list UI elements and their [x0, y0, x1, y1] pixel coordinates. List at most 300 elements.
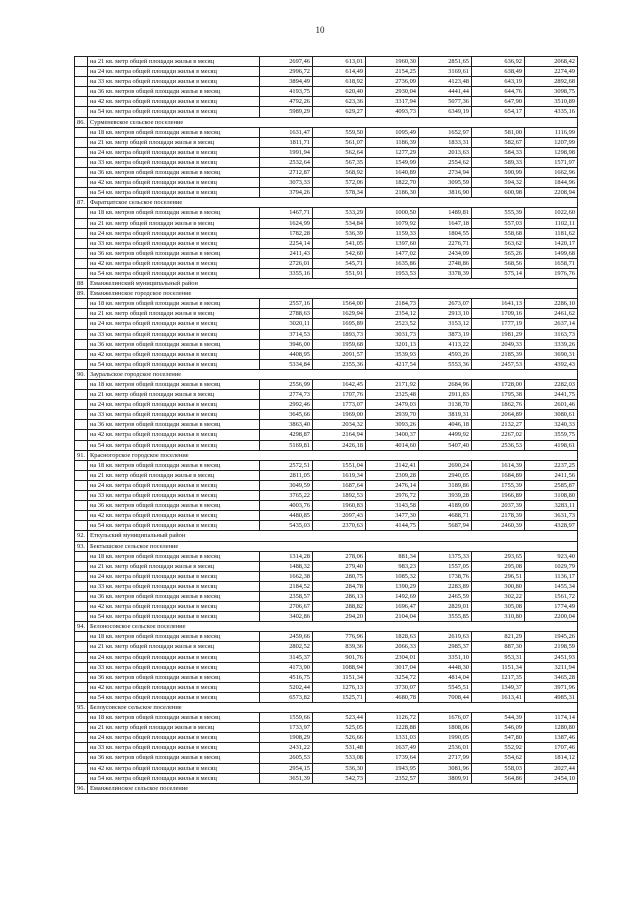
value-cell: 2892,68: [525, 77, 578, 87]
row-number: [75, 753, 88, 763]
value-cell: 3098,75: [525, 87, 578, 97]
value-cell: 2619,63: [419, 632, 472, 642]
row-label: на 54 кв. метра общей площади жилья в месяц: [88, 773, 260, 783]
value-cell: 1102,11: [525, 218, 578, 228]
value-cell: 562,64: [313, 147, 366, 157]
value-cell: 2930,04: [366, 87, 419, 97]
value-cell: 2851,65: [419, 57, 472, 67]
row-label: на 18 кв. метров общей площади жилья в месяц: [88, 551, 260, 561]
section-row: [75, 369, 578, 379]
section-row: [75, 783, 578, 793]
row-number: [75, 228, 88, 238]
table-row: [75, 521, 578, 531]
row-label: на 18 кв. метров общей площади жилья в месяц: [88, 632, 260, 642]
value-cell: 1684,89: [472, 470, 525, 480]
value-cell: 1782,28: [260, 228, 313, 238]
row-number: 92.: [75, 531, 88, 541]
row-number: [75, 137, 88, 147]
row-number: [75, 511, 88, 521]
value-cell: 2013,63: [419, 147, 472, 157]
row-label: на 33 кв. метра общей площади жилья в месяц: [88, 491, 260, 501]
value-cell: 2734,94: [419, 168, 472, 178]
value-cell: 2712,87: [260, 168, 313, 178]
value-cell: 2352,57: [366, 773, 419, 783]
row-number: [75, 400, 88, 410]
row-number: 90.: [75, 369, 88, 379]
value-cell: 638,49: [472, 67, 525, 77]
section-row: [75, 450, 578, 460]
value-cell: 4328,97: [525, 521, 578, 531]
value-cell: 2064,89: [472, 410, 525, 420]
value-cell: 551,91: [313, 268, 366, 278]
value-cell: 3169,61: [419, 67, 472, 77]
value-cell: 565,26: [472, 248, 525, 258]
value-cell: 3477,30: [366, 511, 419, 521]
table-row: [75, 188, 578, 198]
row-number: [75, 491, 88, 501]
value-cell: 3555,85: [419, 612, 472, 622]
row-number: [75, 551, 88, 561]
value-cell: 288,82: [313, 602, 366, 612]
value-cell: 575,14: [472, 268, 525, 278]
row-number: [75, 642, 88, 652]
value-cell: 2554,62: [419, 157, 472, 167]
value-cell: 2358,57: [260, 591, 313, 601]
value-cell: 3539,93: [366, 349, 419, 359]
value-cell: 613,01: [313, 57, 366, 67]
table-row: [75, 349, 578, 359]
value-cell: 1733,97: [260, 723, 313, 733]
value-cell: 881,34: [366, 551, 419, 561]
value-cell: 2142,41: [366, 460, 419, 470]
value-cell: 3317,94: [366, 97, 419, 107]
section-row: [75, 279, 578, 289]
value-cell: 4014,60: [366, 440, 419, 450]
table-row: [75, 743, 578, 753]
value-cell: 2572,51: [260, 460, 313, 470]
row-label: на 33 кв. метра общей площади жилья в месяц: [88, 743, 260, 753]
value-cell: 279,40: [313, 561, 366, 571]
row-label: на 33 кв. метра общей площади жилья в месяц: [88, 157, 260, 167]
value-cell: 2274,49: [525, 67, 578, 77]
row-number: 86.: [75, 117, 88, 127]
row-number: [75, 349, 88, 359]
value-cell: 600,98: [472, 188, 525, 198]
value-cell: 2532,64: [260, 157, 313, 167]
value-cell: 1969,00: [313, 410, 366, 420]
value-cell: 1739,64: [366, 753, 419, 763]
value-cell: 1755,39: [472, 480, 525, 490]
value-cell: 2557,16: [260, 299, 313, 309]
value-cell: 1624,99: [260, 218, 313, 228]
value-cell: 1613,41: [472, 692, 525, 702]
value-cell: 2097,43: [313, 511, 366, 521]
value-cell: 2282,03: [525, 380, 578, 390]
row-number: [75, 107, 88, 117]
value-cell: 4144,75: [366, 521, 419, 531]
value-cell: 3946,00: [260, 339, 313, 349]
row-label: на 54 кв. метра общей площади жилья в месяц: [88, 188, 260, 198]
row-label: на 18 кв. метров общей площади жилья в месяц: [88, 208, 260, 218]
table-row: [75, 551, 578, 561]
row-number: [75, 773, 88, 783]
value-cell: 1467,71: [260, 208, 313, 218]
value-cell: 1687,64: [313, 480, 366, 490]
value-cell: 1662,96: [525, 168, 578, 178]
table-row: [75, 470, 578, 480]
table-row: [75, 218, 578, 228]
row-number: [75, 339, 88, 349]
row-label: на 33 кв. метра общей площади жилья в месяц: [88, 410, 260, 420]
value-cell: 2237,25: [525, 460, 578, 470]
value-cell: 558,68: [472, 228, 525, 238]
value-cell: 293,65: [472, 551, 525, 561]
value-cell: 1822,70: [366, 178, 419, 188]
row-number: [75, 521, 88, 531]
value-cell: 1551,04: [313, 460, 366, 470]
section-title: Еманжелинское городское поселение: [88, 289, 578, 299]
value-cell: 2304,01: [366, 652, 419, 662]
row-label: на 18 кв. метров общей площади жилья в месяц: [88, 380, 260, 390]
section-title: Зауральское городское поселение: [88, 369, 578, 379]
value-cell: 2536,53: [472, 440, 525, 450]
table-row: [75, 773, 578, 783]
value-cell: 2690,24: [419, 460, 472, 470]
table-row: [75, 228, 578, 238]
row-number: [75, 319, 88, 329]
value-cell: 296,51: [472, 571, 525, 581]
value-cell: 536,39: [313, 228, 366, 238]
value-cell: 568,92: [313, 168, 366, 178]
value-cell: 1207,99: [525, 137, 578, 147]
value-cell: 2164,94: [313, 430, 366, 440]
value-cell: 4792,26: [260, 97, 313, 107]
value-cell: 3510,89: [525, 97, 578, 107]
value-cell: 1945,26: [525, 632, 578, 642]
value-cell: 1960,30: [366, 57, 419, 67]
row-number: [75, 359, 88, 369]
value-cell: 2411,43: [260, 248, 313, 258]
row-number: [75, 178, 88, 188]
row-label: на 33 кв. метра общей площади жилья в месяц: [88, 329, 260, 339]
row-number: [75, 652, 88, 662]
row-number: [75, 561, 88, 571]
value-cell: 2254,14: [260, 238, 313, 248]
value-cell: 294,20: [313, 612, 366, 622]
section-row: [75, 289, 578, 299]
table-row: [75, 571, 578, 581]
value-cell: 839,36: [313, 642, 366, 652]
value-cell: 1991,94: [260, 147, 313, 157]
value-cell: 1079,92: [366, 218, 419, 228]
value-cell: 286,13: [313, 591, 366, 601]
row-label: на 36 кв. метров общей площади жилья в месяц: [88, 248, 260, 258]
value-cell: 3093,26: [366, 420, 419, 430]
table-row: [75, 662, 578, 672]
value-cell: 1387,46: [525, 733, 578, 743]
value-cell: 1828,63: [366, 632, 419, 642]
value-cell: 1652,97: [419, 127, 472, 137]
value-cell: 3081,96: [419, 763, 472, 773]
row-label: на 24 кв. метра общей площади жилья в месяц: [88, 652, 260, 662]
row-number: [75, 723, 88, 733]
value-cell: 1557,05: [419, 561, 472, 571]
row-label: на 54 кв. метра общей площади жилья в месяц: [88, 612, 260, 622]
value-cell: 1893,73: [313, 329, 366, 339]
value-cell: 3816,90: [419, 188, 472, 198]
value-cell: 541,05: [313, 238, 366, 248]
value-cell: 1631,47: [260, 127, 313, 137]
section-title: Белоносовское сельское поселение: [88, 622, 578, 632]
value-cell: 1804,55: [419, 228, 472, 238]
value-cell: 531,48: [313, 743, 366, 753]
value-cell: 1561,72: [525, 591, 578, 601]
value-cell: 2706,67: [260, 602, 313, 612]
value-cell: 2091,57: [313, 349, 366, 359]
page-number: 10: [315, 25, 325, 35]
value-cell: 2171,92: [366, 380, 419, 390]
value-cell: 526,66: [313, 733, 366, 743]
row-number: [75, 581, 88, 591]
value-cell: 564,86: [472, 773, 525, 783]
value-cell: 4688,71: [419, 511, 472, 521]
value-cell: 2354,12: [366, 309, 419, 319]
value-cell: 2200,04: [525, 612, 578, 622]
row-number: [75, 268, 88, 278]
row-number: [75, 763, 88, 773]
table-row: [75, 248, 578, 258]
value-cell: 4198,61: [525, 440, 578, 450]
value-cell: 2441,75: [525, 390, 578, 400]
row-number: [75, 77, 88, 87]
row-number: [75, 410, 88, 420]
row-label: на 36 кв. метров общей площади жилья в месяц: [88, 420, 260, 430]
value-cell: 1088,94: [313, 662, 366, 672]
value-cell: 554,62: [472, 753, 525, 763]
value-cell: 776,96: [313, 632, 366, 642]
value-cell: 3794,26: [260, 188, 313, 198]
table-row: [75, 672, 578, 682]
value-cell: 2605,53: [260, 753, 313, 763]
value-cell: 1811,71: [260, 137, 313, 147]
value-cell: 1455,34: [525, 581, 578, 591]
value-cell: 3355,16: [260, 268, 313, 278]
value-cell: 2068,42: [525, 57, 578, 67]
value-cell: 2283,89: [419, 581, 472, 591]
value-cell: 557,03: [472, 218, 525, 228]
value-cell: 567,35: [313, 157, 366, 167]
value-cell: 1658,71: [525, 258, 578, 268]
value-cell: 3939,28: [419, 491, 472, 501]
value-cell: 3894,49: [260, 77, 313, 87]
table-row: [75, 632, 578, 642]
value-cell: 4985,31: [525, 692, 578, 702]
table-row: [75, 460, 578, 470]
value-cell: 302,22: [472, 591, 525, 601]
value-cell: 1228,88: [366, 723, 419, 733]
value-cell: 1559,66: [260, 713, 313, 723]
table-row: [75, 339, 578, 349]
value-cell: 1022,60: [525, 208, 578, 218]
value-cell: 284,78: [313, 581, 366, 591]
row-label: на 42 кв. метра общей площади жилья в месяц: [88, 349, 260, 359]
row-label: на 21 кв. метр общей площади жилья в месяц: [88, 309, 260, 319]
value-cell: 590,99: [472, 168, 525, 178]
value-cell: 545,71: [313, 258, 366, 268]
value-cell: 5435,03: [260, 521, 313, 531]
value-cell: 2774,73: [260, 390, 313, 400]
value-cell: 3631,73: [525, 511, 578, 521]
value-cell: 1959,68: [313, 339, 366, 349]
value-cell: 3863,40: [260, 420, 313, 430]
value-cell: 5553,36: [419, 359, 472, 369]
row-label: на 42 кв. метра общей площади жилья в месяц: [88, 430, 260, 440]
value-cell: 4516,75: [260, 672, 313, 682]
row-number: [75, 612, 88, 622]
value-cell: 618,92: [313, 77, 366, 87]
value-cell: 1707,76: [313, 390, 366, 400]
row-number: [75, 501, 88, 511]
value-cell: 3080,61: [525, 410, 578, 420]
row-number: [75, 238, 88, 248]
row-number: [75, 309, 88, 319]
table-row: [75, 137, 578, 147]
value-cell: 2697,46: [260, 57, 313, 67]
value-cell: 2267,02: [472, 430, 525, 440]
row-label: на 18 кв. метров общей площади жилья в месяц: [88, 299, 260, 309]
section-title: Фаратцатское сельское поселение: [88, 198, 578, 208]
value-cell: 4441,44: [419, 87, 472, 97]
value-cell: 1174,14: [525, 713, 578, 723]
value-cell: 2457,53: [472, 359, 525, 369]
value-cell: 2325,48: [366, 390, 419, 400]
value-cell: 1707,46: [525, 743, 578, 753]
row-label: на 54 кв. метра общей площади жилья в месяц: [88, 359, 260, 369]
value-cell: 1029,79: [525, 561, 578, 571]
row-label: на 24 кв. метра общей площади жилья в месяц: [88, 228, 260, 238]
value-cell: 1953,53: [366, 268, 419, 278]
row-number: 95.: [75, 703, 88, 713]
table-row: [75, 612, 578, 622]
table-row: [75, 127, 578, 137]
row-label: на 36 кв. метров общей площади жилья в месяц: [88, 753, 260, 763]
value-cell: 555,39: [472, 208, 525, 218]
table-row: [75, 511, 578, 521]
value-cell: 1549,99: [366, 157, 419, 167]
value-cell: 3153,12: [419, 319, 472, 329]
value-cell: 1331,03: [366, 733, 419, 743]
section-row: [75, 541, 578, 551]
value-cell: 4113,22: [419, 339, 472, 349]
value-cell: 2465,59: [419, 591, 472, 601]
value-cell: 1892,53: [313, 491, 366, 501]
value-cell: 2451,93: [525, 652, 578, 662]
value-cell: 2637,14: [525, 319, 578, 329]
value-cell: 1085,32: [366, 571, 419, 581]
table-row: [75, 733, 578, 743]
value-cell: 1564,00: [313, 299, 366, 309]
row-number: [75, 329, 88, 339]
row-label: на 21 кв. метр общей площади жилья в месяц: [88, 137, 260, 147]
row-number: [75, 713, 88, 723]
value-cell: 3254,72: [366, 672, 419, 682]
table-row: [75, 87, 578, 97]
row-label: на 21 кв. метр общей площади жилья в месяц: [88, 218, 260, 228]
value-cell: 2027,44: [525, 763, 578, 773]
value-cell: 4408,95: [260, 349, 313, 359]
value-cell: 2066,33: [366, 642, 419, 652]
value-cell: 2684,96: [419, 380, 472, 390]
row-number: [75, 248, 88, 258]
value-cell: 644,76: [472, 87, 525, 97]
row-label: на 18 кв. метров общей площади жилья в месяц: [88, 713, 260, 723]
value-cell: 1477,02: [366, 248, 419, 258]
section-row: [75, 531, 578, 541]
value-cell: 533,29: [313, 208, 366, 218]
value-cell: 547,80: [472, 733, 525, 743]
row-label: на 36 кв. метров общей площади жилья в месяц: [88, 672, 260, 682]
row-label: на 54 кв. метра общей площади жилья в месяц: [88, 268, 260, 278]
value-cell: 7008,44: [419, 692, 472, 702]
value-cell: 1151,34: [472, 662, 525, 672]
value-cell: 2748,86: [419, 258, 472, 268]
value-cell: 2461,62: [525, 309, 578, 319]
value-cell: 2434,09: [419, 248, 472, 258]
value-cell: 3283,11: [525, 501, 578, 511]
value-cell: 1976,76: [525, 268, 578, 278]
value-cell: 4173,90: [260, 662, 313, 672]
value-cell: 589,33: [472, 157, 525, 167]
value-cell: 561,07: [313, 137, 366, 147]
section-row: [75, 703, 578, 713]
value-cell: 1637,49: [366, 743, 419, 753]
value-cell: 2426,18: [313, 440, 366, 450]
value-cell: 1696,47: [366, 602, 419, 612]
table-row: [75, 178, 578, 188]
value-cell: 901,76: [313, 652, 366, 662]
row-number: [75, 380, 88, 390]
row-label: на 21 кв. метр общей площади жилья в месяц: [88, 470, 260, 480]
value-cell: 4189,09: [419, 501, 472, 511]
row-number: [75, 188, 88, 198]
value-cell: 2154,25: [366, 67, 419, 77]
value-cell: 578,34: [313, 188, 366, 198]
value-cell: 4593,26: [419, 349, 472, 359]
value-cell: 2985,37: [419, 642, 472, 652]
value-cell: 1280,80: [525, 723, 578, 733]
row-label: на 33 кв. метра общей площади жилья в месяц: [88, 77, 260, 87]
row-label: на 18 кв. метров общей площади жилья в месяц: [88, 127, 260, 137]
table-row: [75, 723, 578, 733]
value-cell: 1676,07: [419, 713, 472, 723]
table-row: [75, 319, 578, 329]
table-row: [75, 329, 578, 339]
value-cell: 2198,59: [525, 642, 578, 652]
table-body: [75, 57, 578, 794]
table-row: [75, 299, 578, 309]
value-cell: 4499,92: [419, 430, 472, 440]
value-cell: 3017,04: [366, 662, 419, 672]
value-cell: 3095,59: [419, 178, 472, 188]
row-number: [75, 571, 88, 581]
table-row: [75, 309, 578, 319]
value-cell: 5989,29: [260, 107, 313, 117]
value-cell: 2460,39: [472, 521, 525, 531]
value-cell: 278,06: [313, 551, 366, 561]
row-number: 89.: [75, 289, 88, 299]
row-label: на 54 кв. метра общей площади жилья в месяц: [88, 521, 260, 531]
value-cell: 3108,80: [525, 491, 578, 501]
